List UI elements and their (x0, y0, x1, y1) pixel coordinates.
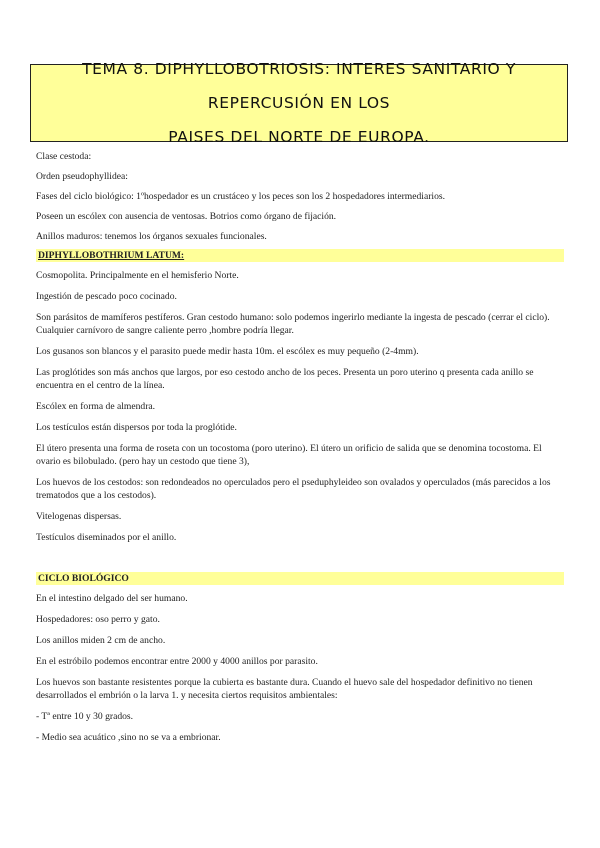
intro-phases: Fases del ciclo biológico: 1ºhospedador es un crustáceo y los peces son los 2 hospedadores intermediarios. (36, 191, 446, 202)
intro-scolex: Poseen un escólex con ausencia de ventosas. Botrios como órgano de fijación. (36, 211, 337, 222)
title-box (30, 60, 568, 146)
title-line-1: TEMA 8. DIPHYLLOBOTRIOSIS: INTERES SANITARIO Y REPERCUSIÓN EN LOS (82, 60, 516, 112)
list-item: - Medio sea acuático ,sino no se va a embrionar. (36, 732, 221, 743)
section-heading-latum-text: DIPHYLLOBOTHRIUM LATUM: (38, 250, 185, 261)
paragraph: Vitelogenas dispersas. (36, 511, 122, 522)
paragraph: Los huevos son bastante resistentes porque la cubierta es bastante dura. Cuando el huevo sale del hospedador definitivo no tienen desarrollados el embrión o la larva 1. y necesita ciertos requisitos ambientales: (36, 677, 533, 701)
paragraph: En el estróbilo podemos encontrar entre 2000 y 4000 anillos por parasito. (36, 656, 318, 667)
section-heading-cycle: CICLO BIOLÓGICO (36, 572, 564, 585)
paragraph: Testículos diseminados por el anillo. (36, 532, 177, 543)
paragraph: Cosmopolita. Principalmente en el hemisferio Norte. (36, 270, 239, 281)
title-line-2: PAISES DEL NORTE DE EUROPA. (168, 128, 430, 146)
paragraph: Los anillos miden 2 cm de ancho. (36, 635, 166, 646)
paragraph: Son parásitos de mamíferos pestíferos. Gran cestodo humano: solo podemos ingerirlo mediante la ingesta de pescado (cerrar el ciclo). Cualquier carnívoro de sangre caliente perro ,hombre podría llegar. (36, 312, 550, 336)
paragraph: Escólex en forma de almendra. (36, 401, 156, 412)
paragraph: Las proglótides son más anchos que largos, por eso cestodo ancho de los peces. Presenta un poro uterino q presenta cada anillo se encuentra en el centro de la línea. (36, 367, 534, 391)
paragraph: El útero presenta una forma de roseta con un tocostoma (poro uterino). El útero un orificio de salida que se denomina tocostoma. El ovario es bilobulado. (pero hay un cestodo que tiene 3), (36, 443, 542, 467)
list-item: - Tª entre 10 y 30 grados. (36, 711, 134, 722)
paragraph: Los testículos están dispersos por toda la proglótide. (36, 422, 237, 433)
intro-mature-rings: Anillos maduros: tenemos los órganos sexuales funcionales. (36, 231, 267, 242)
paragraph: Ingestión de pescado poco cocinado. (36, 291, 177, 302)
content (36, 150, 566, 744)
section-heading-latum (36, 249, 564, 262)
intro-class: Clase cestoda: (36, 151, 92, 162)
paragraph: Los gusanos son blancos y el parasito puede medir hasta 10m. el escólex es muy pequeño (2-4mm). (36, 346, 419, 357)
paragraph: Hospedadores: oso perro y gato. (36, 614, 160, 625)
intro-order: Orden pseudophyllidea: (36, 171, 128, 182)
paragraph: En el intestino delgado del ser humano. (36, 593, 188, 604)
paragraph: Los huevos de los cestodos: son redondeados no operculados pero el pseduphyleideo son ovalados y operculados (más parecidos a los trematodos que a los cestodos). (36, 477, 551, 501)
